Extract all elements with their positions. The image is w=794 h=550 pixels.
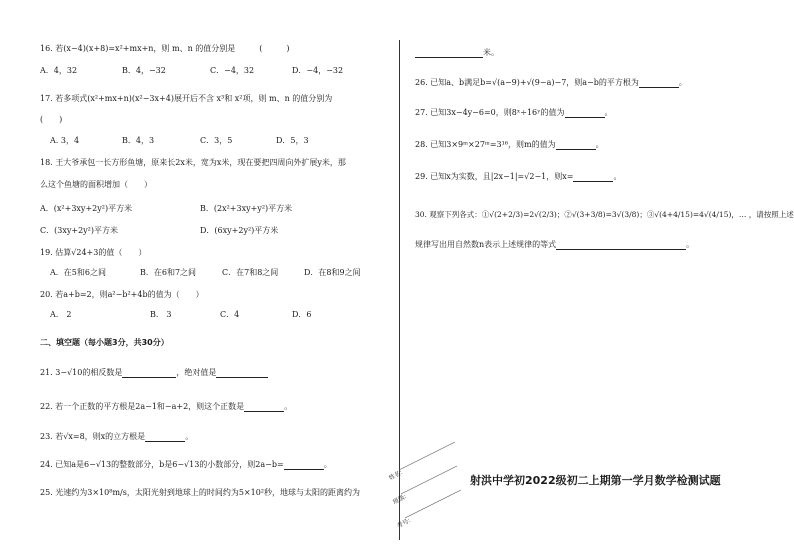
question-17-line2: ( )	[40, 115, 63, 124]
binding-number-label: 考号：	[395, 515, 416, 530]
q17-option-c: C．3，5	[200, 136, 233, 145]
q25-end-text: 米。	[483, 48, 499, 57]
question-24	[40, 460, 332, 470]
q16-option-b: B．4，−32	[122, 66, 166, 75]
q30-text-post: 。	[686, 240, 695, 249]
q20-option-b: B. 3	[150, 310, 172, 319]
q21-text-mid: ，绝对值是	[176, 368, 217, 377]
section-fill-in-title: 二、填空题（每小题3分，共30分）	[40, 338, 169, 347]
q26-text-post: 。	[678, 78, 687, 87]
question-28	[415, 140, 604, 150]
q20-option-a: A. 2	[50, 310, 72, 319]
question-30-line2	[415, 240, 694, 250]
question-19: 19. 估算√24+3的值（ ）	[40, 248, 147, 257]
q26-blank[interactable]	[639, 79, 679, 88]
binding-name-label: 姓名：	[387, 467, 408, 482]
binding-class-label: 班级：	[391, 491, 412, 506]
q17-option-d: D．5，3	[276, 136, 309, 145]
q29-text-pre: 29. 已知x为实数，且|2x−1|=√2−1，则x=	[415, 172, 574, 181]
q17-option-b: B．4，3	[122, 136, 155, 145]
q23-text-pre: 23. 若√x=8，则x的立方根是	[40, 432, 146, 441]
question-21	[40, 368, 268, 378]
q22-text-post: 。	[284, 402, 293, 411]
q29-blank[interactable]	[573, 173, 613, 182]
q16-option-a: A．4，32	[40, 66, 78, 75]
q18-option-d: D．(6xy+2y²)平方米	[200, 226, 279, 235]
q21-text-pre: 21. 3−√10的相反数是	[40, 368, 123, 377]
q23-text-post: 。	[185, 432, 194, 441]
binding-lines-graphic	[385, 440, 465, 530]
q26-text-pre: 26. 已知a、b满足b=√(a−9)+√(9−a)−7，则a−b的平方根为	[415, 78, 639, 87]
q18-option-a: A．(x²+3xy+2y²)平方米	[40, 204, 133, 213]
q19-option-b: B．在6和7之间	[140, 268, 197, 277]
binding-area	[385, 440, 465, 530]
question-18-line2: 么这个鱼塘的面积增加（ ）	[40, 180, 152, 189]
q27-blank[interactable]	[565, 109, 605, 118]
q21-blank-1[interactable]	[122, 369, 176, 378]
q19-option-c: C．在7和8之间	[222, 268, 279, 277]
question-27	[415, 108, 613, 118]
q21-blank-2[interactable]	[216, 369, 268, 378]
exam-title: 射洪中学初2022级初二上期第一学月数学检测试题	[470, 474, 721, 487]
q25-blank[interactable]	[415, 49, 483, 58]
question-20: 20. 若a+b=2，则a²−b²+4b的值为（ ）	[40, 290, 204, 299]
q28-blank[interactable]	[556, 141, 596, 150]
q28-text-post: 。	[595, 140, 604, 149]
question-25: 25. 光速约为3×10⁸m/s，太阳光射到地球上的时间约为5×10²秒，地球与太阳的距离约为	[40, 488, 361, 497]
question-26	[415, 78, 687, 88]
q19-option-a: A．在5和6之间	[50, 268, 106, 277]
q30-text-pre: 规律写出用自然数n表示上述规律的等式	[415, 240, 557, 249]
q24-text-pre: 24. 已知a是6−√13的整数部分，b是6−√13的小数部分，则2a−b=	[40, 460, 284, 469]
q23-blank[interactable]	[145, 433, 185, 442]
q17-option-a: A. 3，4	[50, 136, 80, 145]
q20-option-c: C．4	[220, 310, 240, 319]
q18-option-c: C．(3xy+2y²)平方米	[40, 226, 119, 235]
question-16: 16. 若(x−4)(x+8)=x²+mx+n，则 m、n 的值分别是 ( )	[40, 44, 290, 53]
q27-text-pre: 27. 已知3x−4y−6=0，则8ˣ÷16ʸ的值为	[415, 108, 565, 117]
q16-option-c: C．−4，32	[210, 66, 255, 75]
q28-text-pre: 28. 已知3×9ᵐ×27ᵐ=3¹⁶，则m的值为	[415, 140, 556, 149]
q16-option-d: D．−4，−32	[292, 66, 344, 75]
q24-text-post: 。	[323, 460, 332, 469]
question-29	[415, 172, 621, 182]
q30-blank[interactable]	[556, 241, 686, 250]
question-30-line1: 30. 观察下列各式：①√(2+2/3)=2√(2/3)；②√(3+3/8)=3√(3/8)；③√(4+4/15)=4√(4/15)，… ，请按照上述	[415, 210, 794, 219]
q20-option-d: D．6	[292, 310, 312, 319]
q22-blank[interactable]	[244, 403, 284, 412]
question-17-line1: 17. 若多项式(x²+mx+n)(x²−3x+4)展开后不含 x³和 x²项，则 m、n 的值分别为	[40, 94, 333, 103]
question-18-line1: 18. 王大爷承包一长方形鱼塘，原来长2x米，宽为x米，现在要把四周向外扩展y米，那	[40, 158, 346, 167]
q18-option-b: B．(2x²+3xy+y²)平方米	[200, 204, 293, 213]
q27-text-post: 。	[604, 108, 613, 117]
q22-text-pre: 22. 若一个正数的平方根是2a−1和−a+2，则这个正数是	[40, 402, 245, 411]
q25-continuation	[415, 48, 499, 58]
q29-text-post: 。	[613, 172, 622, 181]
question-22	[40, 402, 292, 412]
q24-blank[interactable]	[284, 461, 324, 470]
question-23	[40, 432, 193, 442]
q19-option-d: D．在8和9之间	[304, 268, 361, 277]
